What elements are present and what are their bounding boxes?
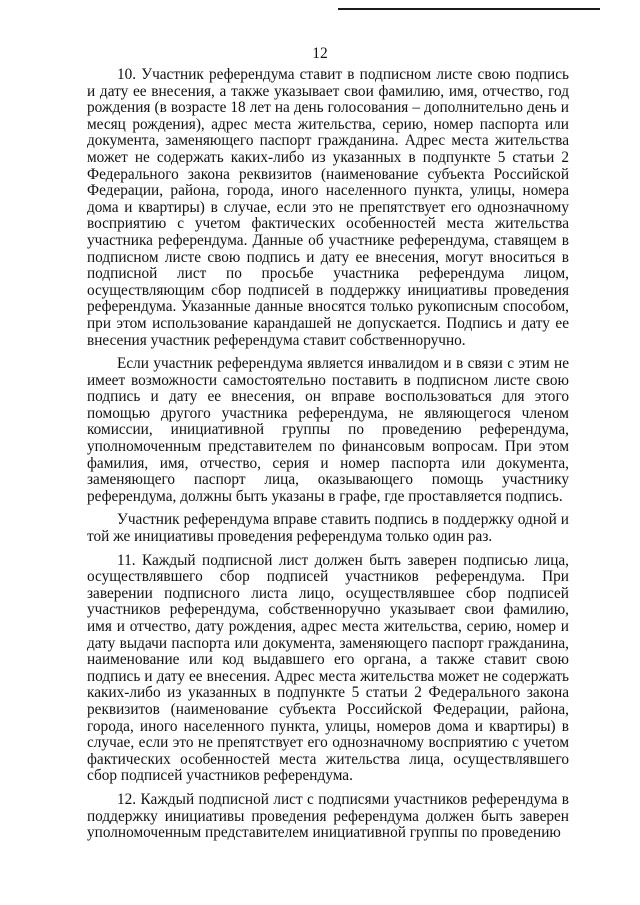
paragraph-item-11: 11. Каждый подписной лист должен быть заверен подписью лица, осуществлявшего сбор подписей участников референдума. При заверении подписного листа лицо, осуществлявшее сбор подписей участников референдума, собственноручно указывает свои фамилию, имя и отчество, дату рождения, адрес места жительства, серию, номер и дату выдачи паспорта или документа, заменяющего паспорт гражданина, наименование или код выдавшего его органа, а также ставит свою подпись и дату ее внесения. Адрес места жительства может не содержать каких-либо из указанных в подпункте 5 статьи 2 Федерального закона реквизитов (наименование субъекта Российской Федерации, района, города, иного населенного пункта, улицы, номеров дома и квартиры) в случае, если это не препятствует его однозначному восприятию с учетом фактических особенностей места жительства лица, осуществлявшего сбор подписей участников референдума. bbox=[87, 551, 569, 785]
paragraph-item-10: 10. Участник референдума ставит в подписном листе свою подпись и дату ее внесения, а также указывает свои фамилию, имя, отчество, год рождения (в возрасте 18 лет на день голосования – дополнительно день и месяц рождения), адрес места жительства, серию, номер паспорта или документа, заменяющего паспорт гражданина. Адрес места жительства может не содержать каких-либо из указанных в подпункте 5 статьи 2 Федерального закона реквизитов (наименование субъекта Российской Федерации, района, города, иного населенного пункта, улицы, номера дома и квартиры) в случае, если это не препятствует его однозначному восприятию с учетом фактических особенностей места жительства участника референдума. Данные об участнике референдума, ставящем в подписном листе свою подпись и дату ее внесения, могут вноситься в подписной лист по просьбе участника референдума лицом, осуществляющим сбор подписей в поддержку инициативы проведения референдума. Указанные данные вносятся только рукописным способом, при этом использование карандашей не допускается. Подпись и дату ее внесения участник референдума ставит собственноручно. bbox=[87, 66, 569, 349]
paragraph-single-signature: Участник референдума вправе ставить подпись в поддержку одной и той же инициативы проведения референдума только один раз. bbox=[87, 511, 569, 546]
page-number: 12 bbox=[312, 45, 328, 62]
paragraph-item-12: 12. Каждый подписной лист с подписями участников референдума в поддержку инициативы проведения референдума должен быть заверен уполномоченным представителем инициативной группы по проведению bbox=[87, 790, 569, 842]
top-scan-rule bbox=[338, 8, 600, 10]
document-body bbox=[87, 67, 569, 849]
paragraph-disabled-participant: Если участник референдума является инвалидом и в связи с этим не имеет возможности самостоятельно поставить в подписном листе свою подпись и дату ее внесения, он вправе воспользоваться для этого помощью другого участника референдума, не являющегося членом комиссии, инициативной группы по проведению референдума, уполномоченным представителем по финансовым вопросам. При этом фамилия, имя, отчество, серия и номер паспорта или документа, заменяющего паспорт лица, оказывающего помощь участнику референдума, должны быть указаны в графе, где проставляется подпись. bbox=[87, 355, 569, 505]
